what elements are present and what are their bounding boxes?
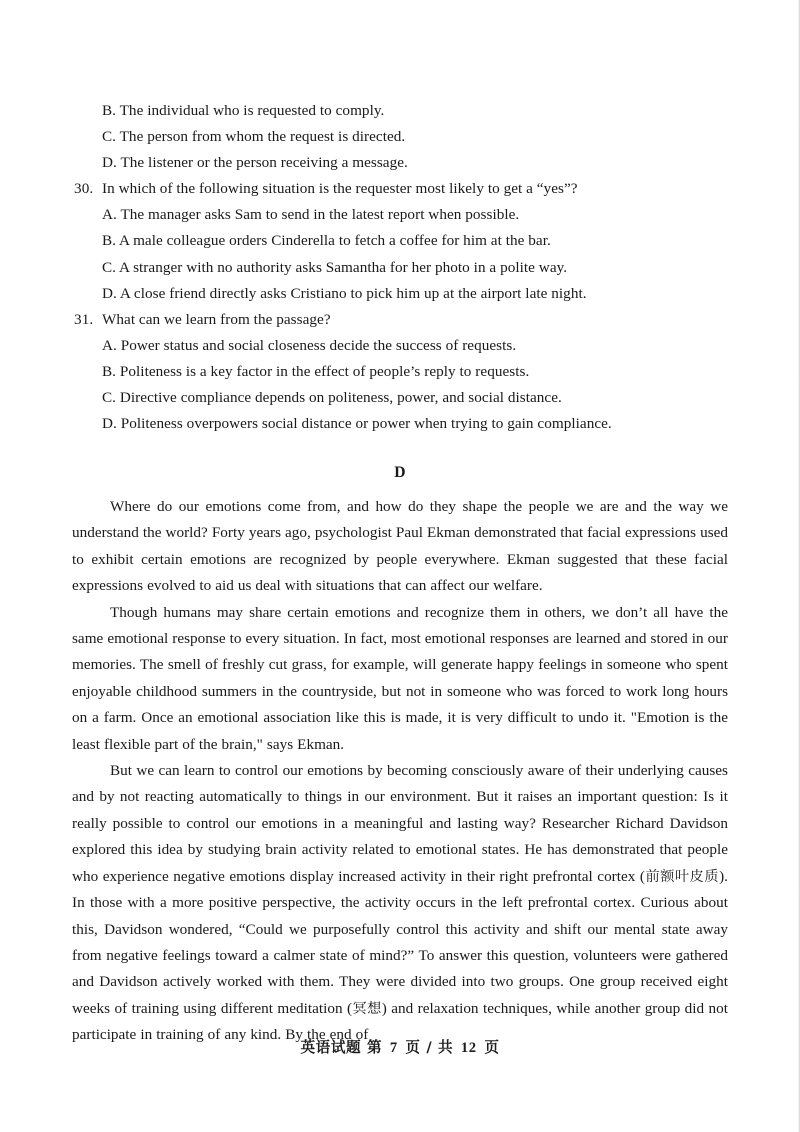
footer-page-label: 第: [366, 1039, 383, 1056]
option-row: [0, 385, 800, 411]
option-text: The manager asks Sam to send in the latest report when possible.: [120, 206, 520, 224]
paragraph-3-part-1: But we can learn to control our emotions by becoming consciously aware of their underlying causes and by not reacting automatically to things in our environment. But it raises an important question: Is it really possible to control our emotions in a meaningful and lasting way? Researcher Richard Davidson explored this idea by studying brain activity related to emotional states. He has demonstrated that people who experience negative emotions display increased activity in their right prefrontal cortex (: [72, 762, 728, 885]
question-number: 31.: [74, 310, 94, 328]
option-row: [0, 228, 800, 254]
option-text: Politeness is a key factor in the effect of people’s reply to requests.: [119, 362, 530, 380]
option-text: Power status and social closeness decide the success of requests.: [120, 336, 517, 354]
option-row: [0, 202, 800, 228]
option-text: A male colleague orders Cinderella to fetch a coffee for him at the bar.: [119, 232, 551, 250]
option-text: The individual who is requested to comply.: [119, 102, 385, 119]
option-row: [0, 281, 800, 307]
footer-total-unit: 页: [484, 1039, 500, 1056]
question-stem: What can we learn from the passage?: [102, 310, 331, 328]
chinese-gloss-prefrontal-cortex: 前额叶皮质: [644, 868, 720, 885]
option-text: The listener or the person receiving a message.: [120, 154, 408, 172]
option-text: Politeness overpowers social distance or power when trying to gain compliance.: [120, 415, 612, 433]
footer-separator: /: [426, 1039, 433, 1056]
option-row: [0, 359, 800, 385]
option-label: A.: [102, 206, 117, 224]
option-text: A stranger with no authority asks Samantha for her photo in a polite way.: [119, 258, 568, 276]
option-label: C.: [102, 258, 117, 276]
passage-section-letter: D: [394, 464, 406, 481]
option-row: [0, 411, 800, 437]
question-row-30: [0, 176, 800, 202]
option-label: B.: [102, 102, 117, 119]
footer-page-unit: 页: [405, 1039, 421, 1056]
option-label: C.: [102, 128, 117, 146]
page-footer: [0, 1036, 800, 1057]
paragraph-3-part-2: ). In those with a more positive perspective, the activity occurs in the left prefrontal cortex. Curious about this, Davidson wondered, “Could we purposefully control this activity and shift our mental state away from negative feelings toward a calmer state of mind?” To answer this question, volunteers were gathered and Davidson actively worked with them. They were divided into two groups. One group received eight weeks of training using different meditation (: [72, 867, 728, 1017]
passage-paragraph-2: Though humans may share certain emotions and recognize them in others, we don’t all have the same emotional response to every situation. In fact, most emotional responses are learned and stored in our memories. The smell of freshly cut grass, for example, will generate happy feelings in someone who spent enjoyable childhood summers in the countryside, but not in someone who was forced to work long hours on a farm. Once an emotional association like this is made, it is very difficult to undo it. "Emotion is the least flexible part of the brain," says Ekman.: [72, 603, 728, 753]
option-label: A.: [102, 336, 117, 354]
option-row: [0, 124, 800, 150]
option-row: [0, 255, 800, 281]
question-stem: In which of the following situation is the requester most likely to get a “yes”?: [102, 180, 578, 198]
footer-total-label: 共: [437, 1039, 454, 1056]
option-text: Directive compliance depends on politeness, power, and social distance.: [119, 389, 562, 407]
paragraph-3-part-3: ) and relaxation techniques, while another group did not participate in training of any kind. By the end of: [72, 999, 728, 1044]
option-label: D.: [102, 154, 117, 172]
option-row: [0, 333, 800, 359]
footer-page-number: 7: [389, 1040, 398, 1056]
option-label: D.: [102, 415, 117, 433]
footer-total-pages: 12: [460, 1040, 477, 1056]
chinese-gloss-meditation: 冥想: [352, 1000, 382, 1017]
option-label: C.: [102, 389, 117, 407]
question-row-31: [0, 307, 800, 333]
option-text: A close friend directly asks Cristiano to pick him up at the airport late night.: [119, 284, 587, 302]
question-answer-block: [0, 98, 800, 437]
option-label: B.: [102, 232, 117, 250]
footer-subject: 英语试题: [300, 1039, 362, 1056]
passage-paragraph-1: Where do our emotions come from, and how do they shape the people we are and the way we understand the world? Forty years ago, psychologist Paul Ekman demonstrated that facial expressions used to exhibit certain emotions are recognized by people everywhere. Ekman suggested that these facial expressions evolved to aid us deal with situations that can affect our welfare.: [72, 498, 728, 595]
option-label: B.: [102, 362, 117, 380]
question-number: 30.: [74, 180, 94, 198]
option-row: [0, 150, 800, 176]
reading-passage: [72, 494, 728, 1049]
option-label: D.: [102, 284, 117, 302]
option-row: [0, 98, 800, 124]
option-text: The person from whom the request is directed.: [119, 128, 406, 146]
passage-paragraph-3: [72, 758, 728, 1048]
